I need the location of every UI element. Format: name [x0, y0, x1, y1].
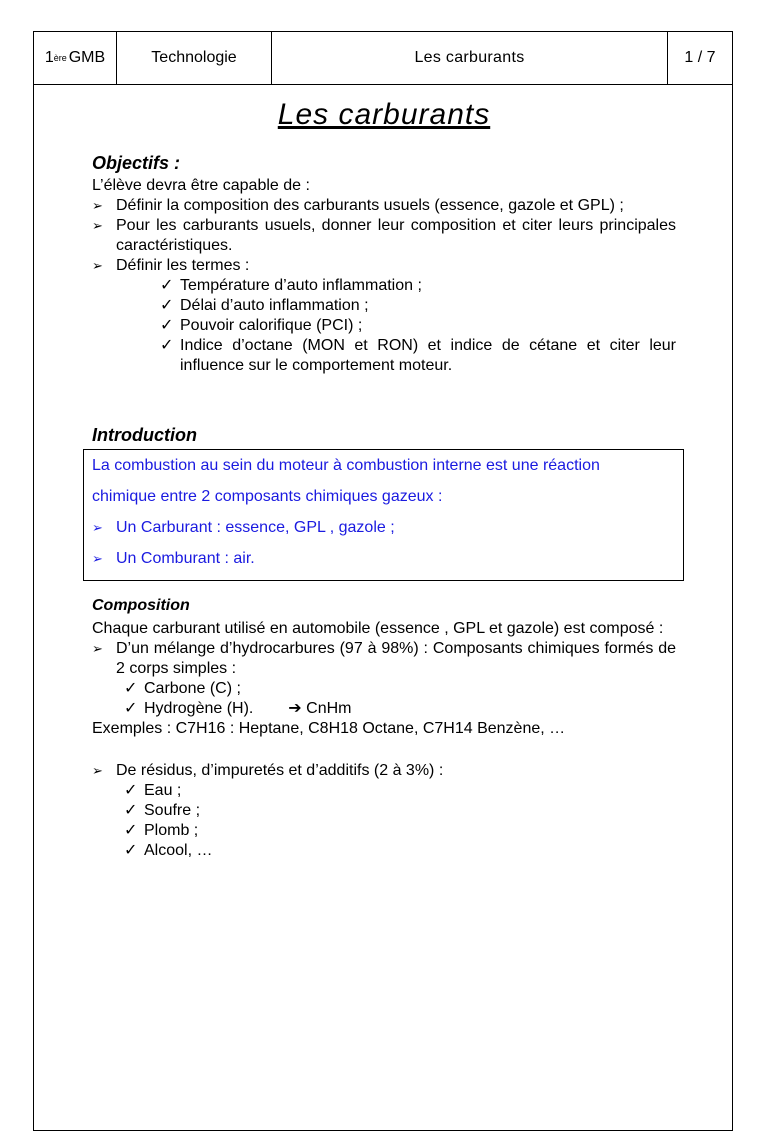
formula: CnHm [306, 700, 352, 717]
introduction-heading-wrap [92, 425, 676, 445]
objectif-item-text: Définir les termes : [116, 257, 250, 274]
residue-item [124, 821, 676, 841]
composition-intro: Chaque carburant utilisé en automobile (essence , GPL et gazole) est composé : [92, 620, 664, 637]
introduction-box [83, 449, 684, 581]
header-class-sup: ère [53, 53, 67, 63]
composition-item-text: D’un mélange d’hydrocarbures (97 à 98%) : Composants chimiques formés de 2 corps simples : [116, 640, 676, 677]
objectif-item [92, 196, 676, 216]
objectifs-intro: L’élève devra être capable de : [92, 177, 310, 194]
term-text: Pouvoir calorifique (PCI) ; [180, 317, 363, 334]
arrow-bullet-icon: ➢ [92, 258, 103, 273]
introduction-heading: Introduction [92, 425, 197, 445]
objectif-item [92, 216, 676, 256]
check-bullet-icon: ✓ [124, 782, 138, 799]
composition-item [92, 639, 676, 679]
introduction-item-text: Un Comburant : air. [116, 550, 255, 567]
residue-item [124, 801, 676, 821]
element-text: Hydrogène (H). [144, 700, 254, 717]
introduction-item [92, 516, 675, 547]
composition-section [92, 596, 676, 861]
element-item [124, 679, 676, 699]
document-title: Les carburants [277, 98, 491, 131]
arrow-bullet-icon: ➢ [92, 763, 103, 778]
residue-item [124, 781, 676, 801]
element-item [124, 699, 676, 719]
objectif-item [92, 256, 676, 276]
objectifs-section [92, 153, 676, 376]
header-class-name: GMB [68, 49, 106, 66]
term-item [160, 336, 676, 376]
residue-text: Eau ; [144, 782, 182, 799]
check-bullet-icon: ✓ [124, 842, 138, 859]
objectif-item-text: Pour les carburants usuels, donner leur composition et citer leurs principales caractéristiques. [116, 217, 676, 254]
term-text: Température d’auto inflammation ; [180, 277, 422, 294]
header-page-number: 1 / 7 [684, 49, 716, 66]
document-header [33, 31, 733, 85]
residue-text: Alcool, … [144, 842, 213, 859]
header-subject: Technologie [117, 32, 272, 84]
term-text: Délai d’auto inflammation ; [180, 297, 369, 314]
residue-text: Plomb ; [144, 822, 199, 839]
term-item [160, 316, 676, 336]
introduction-line: chimique entre 2 composants chimiques gazeux : [92, 488, 443, 505]
objectif-item-text: Définir la composition des carburants usuels (essence, gazole et GPL) ; [116, 197, 624, 214]
introduction-item [92, 547, 675, 578]
check-bullet-icon: ✓ [160, 297, 174, 314]
residue-item [124, 841, 676, 861]
arrow-bullet-icon: ➢ [92, 641, 103, 656]
header-class-number: 1 [44, 49, 54, 66]
check-bullet-icon: ✓ [124, 680, 138, 697]
term-text: Indice d’octane (MON et RON) et indice de cétane et citer leur influence sur le comportement moteur. [180, 337, 676, 374]
element-text: Carbone (C) ; [144, 680, 241, 697]
right-arrow-icon: ➔ [288, 700, 302, 717]
check-bullet-icon: ✓ [124, 700, 138, 717]
arrow-bullet-icon: ➢ [92, 551, 103, 566]
check-bullet-icon: ✓ [160, 337, 174, 354]
composition-examples: Exemples : C7H16 : Heptane, C8H18 Octane, C7H14 Benzène, … [92, 720, 566, 737]
introduction-line: La combustion au sein du moteur à combustion interne est une réaction [92, 457, 600, 474]
objectifs-heading: Objectifs : [92, 153, 181, 173]
arrow-bullet-icon: ➢ [92, 520, 103, 535]
check-bullet-icon: ✓ [124, 802, 138, 819]
introduction-item-text: Un Carburant : essence, GPL , gazole ; [116, 519, 395, 536]
arrow-bullet-icon: ➢ [92, 198, 103, 213]
header-title: Les carburants [272, 32, 668, 84]
check-bullet-icon: ✓ [160, 277, 174, 294]
composition-item-text: De résidus, d’impuretés et d’additifs (2 à 3%) : [116, 762, 444, 779]
residue-text: Soufre ; [144, 802, 201, 819]
term-item [160, 296, 676, 316]
composition-item [92, 761, 676, 781]
check-bullet-icon: ✓ [160, 317, 174, 334]
header-class [34, 32, 117, 84]
check-bullet-icon: ✓ [124, 822, 138, 839]
composition-heading: Composition [92, 597, 190, 614]
arrow-bullet-icon: ➢ [92, 218, 103, 233]
term-item [160, 276, 676, 296]
